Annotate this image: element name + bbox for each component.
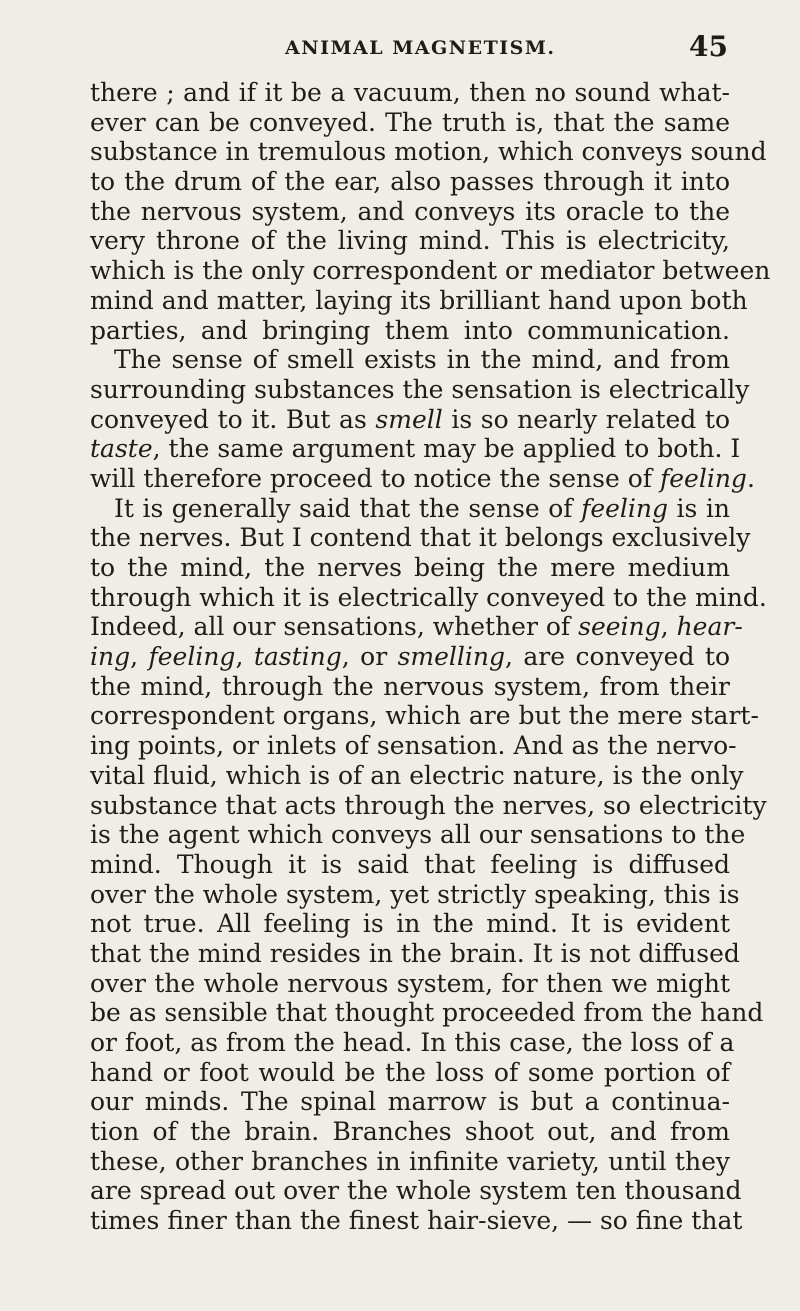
text-segment: the nerves. But I contend that it belongs exclusively	[90, 523, 751, 553]
text-line	[90, 1028, 735, 1058]
italic-text: smell	[375, 404, 443, 434]
text-line	[90, 226, 730, 256]
text-segment: ,	[235, 642, 254, 672]
text-segment: that the mind resides in the brain. It is not diffused	[90, 938, 740, 968]
text-line	[90, 316, 730, 346]
text-segment: ing points, or inlets of sensation. And as the nervo-	[90, 731, 737, 761]
text-line	[90, 582, 767, 613]
body-text	[90, 78, 771, 1236]
text-segment: the mind, through the nervous system, from their	[90, 671, 730, 701]
text-line	[90, 523, 751, 553]
text-segment: vital fluid, which is of an electric nature, is the only	[90, 760, 744, 790]
text-segment: will therefore proceed to notice the sense of	[90, 463, 660, 493]
italic-text: taste	[90, 434, 153, 464]
text-line	[90, 642, 730, 672]
text-segment: which is the only correspondent or mediator between	[90, 256, 771, 286]
text-line	[90, 374, 750, 405]
text-line	[90, 701, 759, 731]
text-segment: ,	[660, 612, 677, 642]
text-line	[90, 434, 741, 464]
text-line	[90, 820, 746, 850]
text-line	[90, 1176, 742, 1206]
text-line	[90, 285, 748, 316]
text-line	[90, 256, 771, 286]
text-segment: the nervous system, and conveys its oracle to the	[90, 196, 730, 226]
text-segment: to the drum of the ear, also passes through it into	[90, 167, 730, 197]
text-segment: , or	[341, 642, 398, 672]
text-segment: our minds. The spinal marrow is but a continua-	[90, 1087, 730, 1117]
text-line	[90, 494, 730, 524]
text-line	[90, 1206, 743, 1236]
text-segment: substance that acts through the nerves, so electricity	[90, 790, 767, 820]
text-segment: very throne of the living mind. This is electricity,	[90, 226, 730, 256]
text-line	[90, 1147, 730, 1177]
text-line	[90, 969, 730, 999]
italic-text: ing	[90, 642, 131, 672]
text-line	[90, 731, 737, 761]
text-line	[90, 998, 764, 1028]
text-line	[90, 137, 767, 167]
text-segment: is the agent which conveys all our sensations to the	[90, 820, 746, 850]
italic-text: hear-	[676, 612, 743, 642]
text-line	[90, 1117, 730, 1147]
italic-text: feeling	[659, 463, 747, 493]
text-line	[90, 790, 767, 821]
text-segment: there ; and if it be a vacuum, then no sound what-	[90, 78, 730, 107]
text-segment: hand or foot would be the loss of some portion of	[90, 1057, 730, 1087]
text-segment: mind. Though it is said that feeling is diffused	[90, 849, 730, 879]
text-segment: is in	[668, 493, 730, 523]
text-segment: these, other branches in infinite variety, until they	[90, 1146, 730, 1176]
text-segment: is so nearly related to	[442, 404, 730, 434]
text-segment: substance in tremulous motion, which conveys sound	[90, 137, 767, 167]
text-line	[90, 760, 744, 791]
text-segment: to the mind, the nerves being the mere medium	[90, 553, 730, 582]
text-line	[90, 672, 730, 702]
text-segment: parties, and bringing them into communication.	[90, 315, 730, 345]
text-segment: tion of the brain. Branches shoot out, and from	[90, 1117, 730, 1147]
text-segment: Indeed, all our sensations, whether of	[90, 612, 579, 642]
text-segment: .	[746, 463, 755, 493]
text-segment: not true. All feeling is in the mind. It is evident	[90, 909, 730, 939]
text-line	[90, 345, 730, 375]
text-segment: surrounding substances the sensation is electrically	[90, 374, 750, 404]
text-segment: are spread out over the whole system ten thousand	[90, 1176, 742, 1206]
text-line	[90, 167, 730, 197]
text-segment: It is generally said that the sense of	[114, 493, 582, 523]
text-line	[90, 879, 740, 910]
text-segment: over the whole system, yet strictly speaking, this is	[90, 879, 740, 909]
text-segment: ,	[130, 642, 149, 672]
running-head	[90, 30, 728, 64]
text-segment: correspondent organs, which are but the mere start-	[90, 701, 759, 731]
text-line	[90, 108, 730, 138]
text-line	[90, 1058, 730, 1088]
text-line	[90, 938, 740, 969]
running-title: ANIMAL MAGNETISM.	[285, 37, 556, 59]
text-line	[90, 197, 730, 227]
text-segment: ever can be conveyed. The truth is, that the same	[90, 107, 730, 137]
page-number: 45	[689, 30, 728, 63]
text-line	[90, 1087, 730, 1117]
text-line	[90, 909, 730, 939]
italic-text: smelling	[397, 642, 506, 672]
text-segment: through which it is electrically conveyed to the mind.	[90, 582, 767, 612]
text-segment: mind and matter, laying its brilliant hand upon both	[90, 285, 748, 315]
text-line	[90, 463, 755, 494]
italic-text: feeling	[581, 493, 669, 523]
italic-text: seeing	[578, 612, 661, 642]
italic-text: tasting	[253, 642, 342, 672]
text-segment: times finer than the finest hair-sieve, — so fine that	[90, 1206, 743, 1236]
text-segment: , are conveyed to	[505, 642, 730, 672]
text-line	[90, 612, 743, 642]
italic-text: feeling	[148, 642, 236, 672]
text-line	[90, 78, 730, 108]
text-line	[90, 850, 730, 880]
text-segment: or foot, as from the head. In this case, the loss of a	[90, 1028, 735, 1057]
text-line	[90, 553, 730, 583]
text-segment: conveyed to it. But as	[90, 404, 376, 434]
text-segment: over the whole nervous system, for then we might	[90, 968, 730, 998]
text-segment: , the same argument may be applied to both. I	[152, 434, 741, 464]
text-segment: be as sensible that thought proceeded from the hand	[90, 998, 764, 1028]
text-segment: The sense of smell exists in the mind, and from	[114, 345, 730, 375]
text-line	[90, 405, 730, 435]
